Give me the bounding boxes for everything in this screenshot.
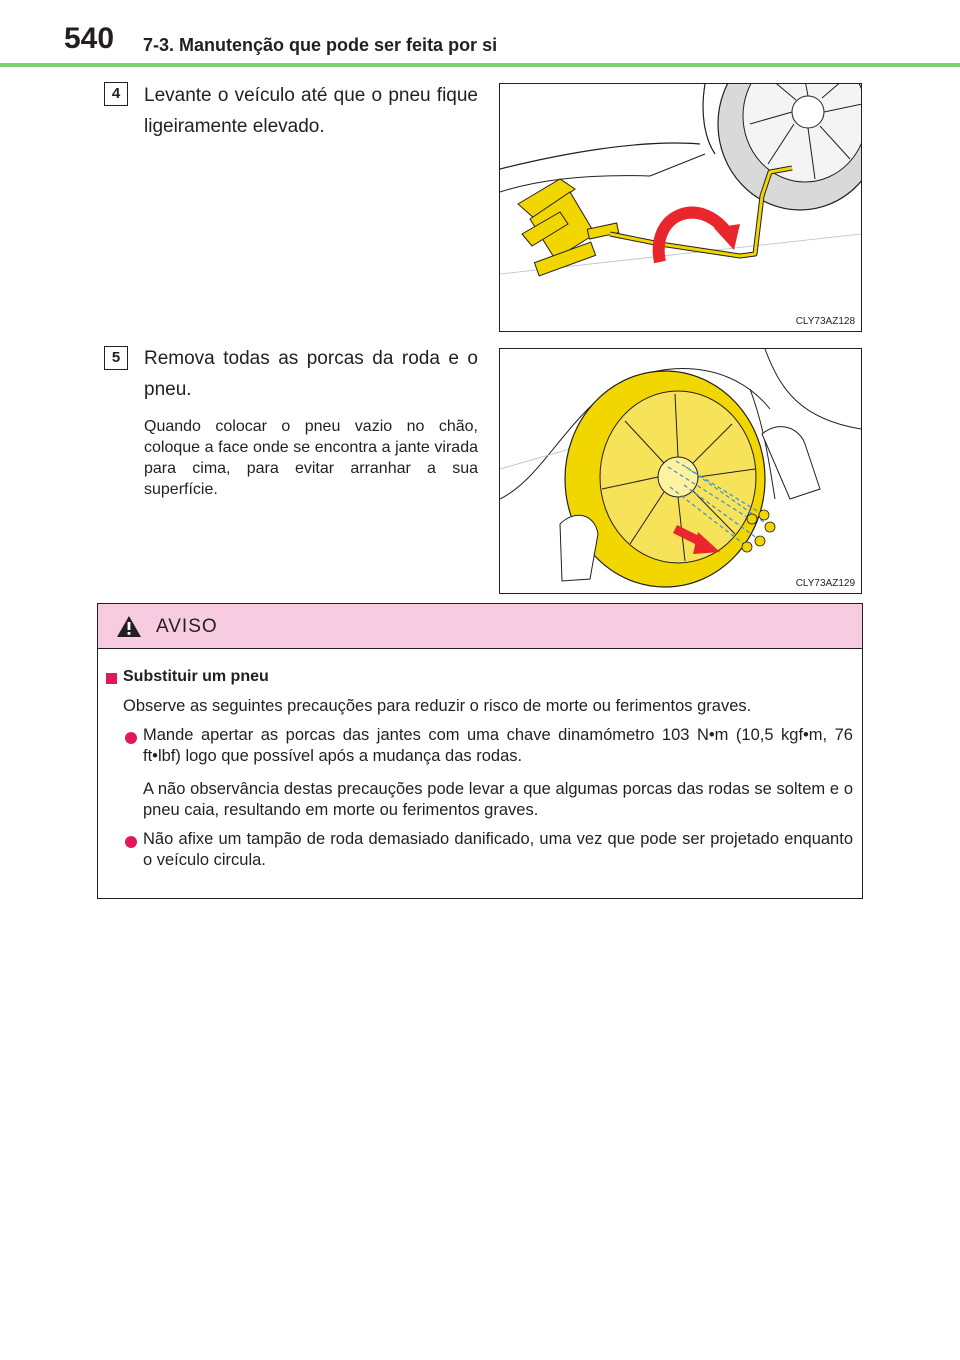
figure-code-5: CLY73AZ129: [795, 578, 855, 589]
warning-heading: Substituir um pneu: [123, 668, 269, 685]
step-5-note: Quando colocar o pneu vazio no chão, coloque a face onde se encontra a jante virada para cima, para evitar arranhar a sua superfície.: [144, 418, 478, 498]
step-number-5: 5: [104, 346, 128, 370]
warning-intro: Observe as seguintes precauções para reduzir o risco de morte ou ferimentos graves.: [123, 697, 752, 715]
figure-wheel-removal: [499, 348, 862, 594]
page-header: [0, 0, 960, 68]
warning-box: [97, 603, 863, 899]
section-title: 7-3. Manutenção que pode ser feita por si: [143, 35, 498, 55]
page-number: 540: [64, 22, 115, 55]
item-bullet-1: [125, 732, 137, 744]
figure-code-4: CLY73AZ128: [795, 316, 855, 327]
header-rule: [0, 63, 960, 67]
warning-title: AVISO: [156, 616, 218, 637]
heading-bullet: [106, 673, 117, 684]
warning-header: [98, 604, 862, 649]
step-number-4: 4: [104, 82, 128, 106]
warning-triangle-icon: [116, 615, 142, 638]
step-4-text: Levante o veículo até que o pneu fique ligeiramente elevado.: [144, 85, 478, 137]
figure-jack-lifting: [499, 83, 862, 332]
warning-item-2: Não afixe um tampão de roda demasiado danificado, uma vez que pode ser projetado enquanto o veículo circula.: [143, 830, 853, 869]
step-5-text: Remova todas as porcas da roda e o pneu.: [144, 348, 478, 400]
item-bullet-2: [125, 836, 137, 848]
warning-item-1: Mande apertar as porcas das jantes com uma chave dinamómetro 103 N•m (10,5 kgf•m, 76 ft•lbf) logo que possível após a mudança das rodas.: [143, 726, 853, 765]
jack-illustration: [500, 84, 861, 331]
wheel-illustration: [500, 349, 861, 593]
warning-item-1-sub: A não observância destas precauções pode levar a que algumas porcas das rodas se soltem e o pneu caia, resultando em morte ou ferimentos graves.: [143, 780, 853, 819]
